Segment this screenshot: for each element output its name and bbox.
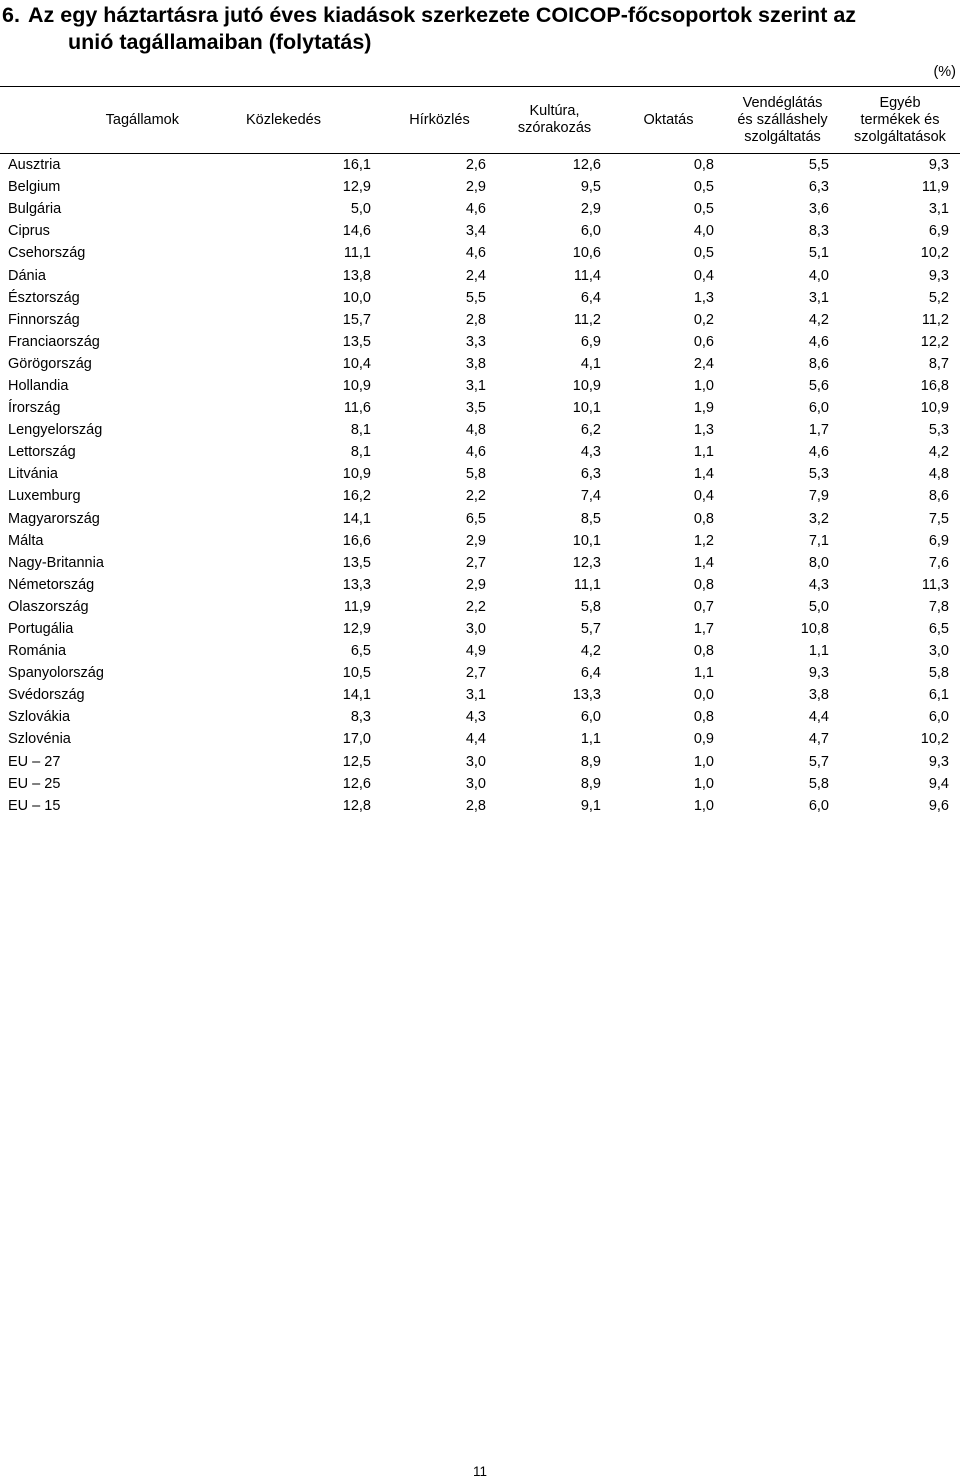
- value-cell: 6,4: [580, 289, 601, 306]
- value-cell: 4,1: [580, 355, 601, 372]
- table-row: [0, 220, 960, 242]
- country-name-cell: Luxemburg: [8, 488, 81, 505]
- country-name-cell: Magyarország: [8, 510, 100, 527]
- value-cell: 4,6: [465, 444, 486, 461]
- value-cell: 0,9: [693, 731, 714, 748]
- value-cell: 10,4: [342, 355, 371, 372]
- value-cell: 10,2: [920, 731, 949, 748]
- value-cell: 3,3: [465, 333, 486, 350]
- value-cell: 4,2: [808, 311, 829, 328]
- value-cell: 9,4: [928, 775, 949, 792]
- country-name-cell: Spanyolország: [8, 665, 104, 682]
- value-cell: 3,1: [808, 289, 829, 306]
- value-cell: 10,5: [342, 665, 371, 682]
- value-cell: 1,9: [693, 400, 714, 417]
- value-cell: 6,5: [465, 510, 486, 527]
- value-cell: 7,4: [580, 488, 601, 505]
- value-cell: 5,0: [350, 201, 371, 218]
- country-name-cell: Észtország: [8, 289, 80, 306]
- value-cell: 6,0: [808, 400, 829, 417]
- value-cell: 11,9: [343, 598, 371, 615]
- country-name-cell: Olaszország: [8, 598, 89, 615]
- value-cell: 2,4: [693, 355, 714, 372]
- country-name-cell: Ciprus: [8, 223, 50, 240]
- value-cell: 5,8: [465, 466, 486, 483]
- value-cell: 7,5: [928, 510, 949, 527]
- country-name-cell: EU – 27: [8, 753, 61, 770]
- country-name-cell: Bulgária: [8, 201, 62, 218]
- value-cell: 1,1: [693, 665, 714, 682]
- value-cell: 2,9: [465, 576, 486, 593]
- value-cell: 3,2: [808, 510, 829, 527]
- value-cell: 10,1: [572, 400, 601, 417]
- value-cell: 5,8: [928, 665, 949, 682]
- value-cell: 4,3: [808, 576, 829, 593]
- table-row: [0, 176, 960, 198]
- table-row: [0, 508, 960, 530]
- title-line-1: Az egy háztartásra jutó éves kiadások szerkezete COICOP-főcsoportok szerint az: [28, 3, 857, 27]
- value-cell: 3,1: [465, 687, 486, 704]
- value-cell: 10,0: [342, 289, 371, 306]
- value-cell: 8,9: [580, 753, 601, 770]
- table-row: [0, 662, 960, 684]
- value-cell: 8,1: [350, 422, 371, 439]
- value-cell: 4,6: [808, 333, 829, 350]
- value-cell: 4,4: [808, 709, 829, 726]
- value-cell: 11,6: [343, 400, 371, 417]
- value-cell: 14,1: [342, 510, 371, 527]
- value-cell: 0,8: [693, 576, 714, 593]
- country-name-cell: Portugália: [8, 621, 74, 638]
- value-cell: 12,3: [572, 554, 601, 571]
- value-cell: 0,8: [693, 643, 714, 660]
- table-number: 6.: [2, 3, 20, 27]
- table-row: [0, 596, 960, 618]
- country-name-cell: Lengyelország: [8, 422, 103, 439]
- value-cell: 4,3: [465, 709, 486, 726]
- value-cell: 6,9: [928, 223, 949, 240]
- value-cell: 0,5: [693, 201, 714, 218]
- value-cell: 13,8: [342, 267, 371, 284]
- value-cell: 6,5: [928, 621, 949, 638]
- value-cell: 9,3: [928, 157, 949, 174]
- table-row: [0, 198, 960, 220]
- value-cell: 4,6: [465, 201, 486, 218]
- value-cell: 2,8: [465, 311, 486, 328]
- value-cell: 3,6: [808, 201, 829, 218]
- country-name-cell: Finnország: [8, 311, 80, 328]
- value-cell: 3,1: [465, 377, 486, 394]
- value-cell: 6,0: [928, 709, 949, 726]
- value-cell: 0,5: [693, 179, 714, 196]
- value-cell: 5,3: [808, 466, 829, 483]
- value-cell: 2,2: [465, 598, 486, 615]
- table-row: [0, 640, 960, 662]
- value-cell: 5,8: [580, 598, 601, 615]
- value-cell: 9,3: [928, 753, 949, 770]
- value-cell: 13,5: [342, 333, 371, 350]
- value-cell: 5,3: [928, 422, 949, 439]
- country-name-cell: Lettország: [8, 444, 76, 461]
- value-cell: 7,8: [928, 598, 949, 615]
- country-name-cell: Dánia: [8, 267, 46, 284]
- value-cell: 2,6: [465, 157, 486, 174]
- value-cell: 4,6: [808, 444, 829, 461]
- value-cell: 0,0: [693, 687, 714, 704]
- value-cell: 4,8: [465, 422, 486, 439]
- title-line-2: unió tagállamaiban (folytatás): [68, 30, 372, 54]
- value-cell: 0,6: [693, 333, 714, 350]
- value-cell: 9,6: [928, 797, 949, 814]
- value-cell: 12,9: [342, 621, 371, 638]
- table-row: [0, 397, 960, 419]
- expenditure-table: [0, 86, 960, 817]
- value-cell: 10,6: [572, 245, 601, 262]
- value-cell: 12,9: [342, 179, 371, 196]
- header-cell: Egyéb termékek és szolgáltatások: [840, 87, 960, 154]
- value-cell: 8,9: [580, 775, 601, 792]
- value-cell: 17,0: [342, 731, 371, 748]
- table-row: [0, 441, 960, 463]
- table-row: [0, 530, 960, 552]
- value-cell: 4,9: [465, 643, 486, 660]
- value-cell: 5,7: [580, 621, 601, 638]
- value-cell: 12,2: [920, 333, 949, 350]
- value-cell: 4,0: [808, 267, 829, 284]
- value-cell: 6,4: [580, 665, 601, 682]
- value-cell: 6,9: [928, 532, 949, 549]
- country-name-cell: Hollandia: [8, 377, 69, 394]
- value-cell: 3,4: [465, 223, 486, 240]
- value-cell: 0,4: [693, 267, 714, 284]
- country-name-cell: EU – 15: [8, 797, 61, 814]
- value-cell: 1,0: [693, 753, 714, 770]
- value-cell: 14,6: [342, 223, 371, 240]
- value-cell: 8,5: [580, 510, 601, 527]
- country-name-cell: Málta: [8, 532, 44, 549]
- value-cell: 1,1: [580, 731, 601, 748]
- table-row: [0, 419, 960, 441]
- country-name-cell: Németország: [8, 576, 95, 593]
- value-cell: 3,8: [808, 687, 829, 704]
- value-cell: 3,0: [465, 753, 486, 770]
- value-cell: 5,2: [928, 289, 949, 306]
- value-cell: 8,6: [928, 488, 949, 505]
- value-cell: 2,9: [465, 532, 486, 549]
- header-cell: Közlekedés: [185, 87, 382, 154]
- value-cell: 4,2: [580, 643, 601, 660]
- table-row: [0, 773, 960, 795]
- value-cell: 1,7: [808, 422, 829, 439]
- value-cell: 16,8: [920, 377, 949, 394]
- table-row: [0, 309, 960, 331]
- country-name-cell: Ausztria: [8, 157, 61, 174]
- header-cell: Oktatás: [612, 87, 725, 154]
- country-name-cell: Franciaország: [8, 333, 100, 350]
- value-cell: 3,0: [465, 775, 486, 792]
- value-cell: 3,0: [928, 643, 949, 660]
- value-cell: 10,1: [572, 532, 601, 549]
- value-cell: 1,1: [808, 643, 829, 660]
- value-cell: 0,5: [693, 245, 714, 262]
- value-cell: 1,2: [693, 532, 714, 549]
- value-cell: 6,3: [580, 466, 601, 483]
- country-name-cell: Románia: [8, 643, 67, 660]
- value-cell: 2,9: [580, 201, 601, 218]
- value-cell: 11,3: [921, 576, 949, 593]
- value-cell: 0,7: [693, 598, 714, 615]
- country-name-cell: Szlovákia: [8, 709, 71, 726]
- value-cell: 4,4: [465, 731, 486, 748]
- value-cell: 16,2: [342, 488, 371, 505]
- value-cell: 13,5: [342, 554, 371, 571]
- value-cell: 0,8: [693, 709, 714, 726]
- table-row: [0, 618, 960, 640]
- value-cell: 6,0: [580, 709, 601, 726]
- value-cell: 14,1: [342, 687, 371, 704]
- value-cell: 15,7: [342, 311, 371, 328]
- value-cell: 10,9: [342, 466, 371, 483]
- country-name-cell: Szlovénia: [8, 731, 71, 748]
- value-cell: 11,2: [573, 311, 601, 328]
- value-cell: 3,5: [465, 400, 486, 417]
- value-cell: 9,3: [808, 665, 829, 682]
- value-cell: 6,9: [580, 333, 601, 350]
- value-cell: 2,4: [465, 267, 486, 284]
- value-cell: 7,9: [808, 488, 829, 505]
- value-cell: 1,3: [693, 289, 714, 306]
- country-name-cell: EU – 25: [8, 775, 61, 792]
- value-cell: 10,9: [920, 400, 949, 417]
- country-name-cell: Írország: [8, 400, 61, 417]
- value-cell: 1,3: [693, 422, 714, 439]
- value-cell: 6,5: [350, 643, 371, 660]
- value-cell: 1,0: [693, 377, 714, 394]
- value-cell: 1,4: [693, 554, 714, 571]
- value-cell: 0,8: [693, 157, 714, 174]
- value-cell: 12,5: [342, 753, 371, 770]
- table-body: [0, 154, 960, 817]
- value-cell: 8,0: [808, 554, 829, 571]
- page-title: [2, 2, 952, 56]
- value-cell: 5,0: [808, 598, 829, 615]
- value-cell: 5,1: [808, 245, 829, 262]
- value-cell: 12,8: [342, 797, 371, 814]
- table-row: [0, 375, 960, 397]
- value-cell: 4,6: [465, 245, 486, 262]
- value-cell: 12,6: [572, 157, 601, 174]
- value-cell: 2,9: [465, 179, 486, 196]
- value-cell: 13,3: [342, 576, 371, 593]
- value-cell: 10,8: [800, 621, 829, 638]
- value-cell: 5,7: [808, 753, 829, 770]
- table-row: [0, 552, 960, 574]
- country-name-cell: Svédország: [8, 687, 85, 704]
- value-cell: 1,0: [693, 775, 714, 792]
- value-cell: 8,7: [928, 355, 949, 372]
- value-cell: 10,9: [572, 377, 601, 394]
- value-cell: 6,0: [808, 797, 829, 814]
- value-cell: 8,3: [808, 223, 829, 240]
- value-cell: 9,1: [580, 797, 601, 814]
- table-row: [0, 264, 960, 286]
- table-row: [0, 574, 960, 596]
- value-cell: 1,7: [693, 621, 714, 638]
- value-cell: 2,7: [465, 665, 486, 682]
- country-name-cell: Litvánia: [8, 466, 58, 483]
- table-row: [0, 154, 960, 177]
- country-name-cell: Belgium: [8, 179, 61, 196]
- value-cell: 7,6: [928, 554, 949, 571]
- value-cell: 11,9: [921, 179, 949, 196]
- value-cell: 6,2: [580, 422, 601, 439]
- value-cell: 8,1: [350, 444, 371, 461]
- table-row: [0, 287, 960, 309]
- value-cell: 1,4: [693, 466, 714, 483]
- value-cell: 5,5: [808, 157, 829, 174]
- table-row: [0, 795, 960, 817]
- value-cell: 3,1: [928, 201, 949, 218]
- value-cell: 6,3: [808, 179, 829, 196]
- value-cell: 2,8: [465, 797, 486, 814]
- value-cell: 10,9: [342, 377, 371, 394]
- value-cell: 4,3: [580, 444, 601, 461]
- page-number: 11: [472, 1464, 487, 1479]
- table-row: [0, 331, 960, 353]
- value-cell: 1,1: [693, 444, 714, 461]
- country-name-cell: Csehország: [8, 245, 86, 262]
- header-cell: Kultúra, szórakozás: [497, 87, 612, 154]
- header-row: [0, 87, 960, 154]
- value-cell: 0,8: [693, 510, 714, 527]
- value-cell: 0,2: [693, 311, 714, 328]
- value-cell: 1,0: [693, 797, 714, 814]
- value-cell: 10,2: [920, 245, 949, 262]
- value-cell: 11,1: [573, 576, 601, 593]
- value-cell: 4,8: [928, 466, 949, 483]
- value-cell: 8,3: [350, 709, 371, 726]
- value-cell: 11,4: [573, 267, 601, 284]
- value-cell: 3,8: [465, 355, 486, 372]
- value-cell: 16,6: [342, 532, 371, 549]
- value-cell: 4,7: [808, 731, 829, 748]
- value-cell: 16,1: [342, 157, 371, 174]
- value-cell: 2,7: [465, 554, 486, 571]
- table-row: [0, 684, 960, 706]
- table-row: [0, 728, 960, 750]
- unit-label: (%): [933, 64, 956, 80]
- value-cell: 4,0: [693, 223, 714, 240]
- table-row: [0, 485, 960, 507]
- value-cell: 8,6: [808, 355, 829, 372]
- table-row: [0, 751, 960, 773]
- table-row: [0, 706, 960, 728]
- value-cell: 12,6: [342, 775, 371, 792]
- value-cell: 5,5: [465, 289, 486, 306]
- value-cell: 9,5: [580, 179, 601, 196]
- header-cell: Vendéglátás és szálláshely szolgáltatás: [725, 87, 840, 154]
- value-cell: 5,8: [808, 775, 829, 792]
- value-cell: 5,6: [808, 377, 829, 394]
- table-row: [0, 242, 960, 264]
- header-cell: Tagállamok: [0, 87, 185, 154]
- value-cell: 6,1: [928, 687, 949, 704]
- table-row: [0, 353, 960, 375]
- table-row: [0, 463, 960, 485]
- value-cell: 7,1: [808, 532, 829, 549]
- value-cell: 3,0: [465, 621, 486, 638]
- value-cell: 2,2: [465, 488, 486, 505]
- value-cell: 13,3: [572, 687, 601, 704]
- value-cell: 11,1: [343, 245, 371, 262]
- country-name-cell: Nagy-Britannia: [8, 554, 104, 571]
- value-cell: 0,4: [693, 488, 714, 505]
- value-cell: 4,2: [928, 444, 949, 461]
- country-name-cell: Görögország: [8, 355, 92, 372]
- value-cell: 11,2: [921, 311, 949, 328]
- header-cell: Hírközlés: [382, 87, 497, 154]
- value-cell: 6,0: [580, 223, 601, 240]
- value-cell: 9,3: [928, 267, 949, 284]
